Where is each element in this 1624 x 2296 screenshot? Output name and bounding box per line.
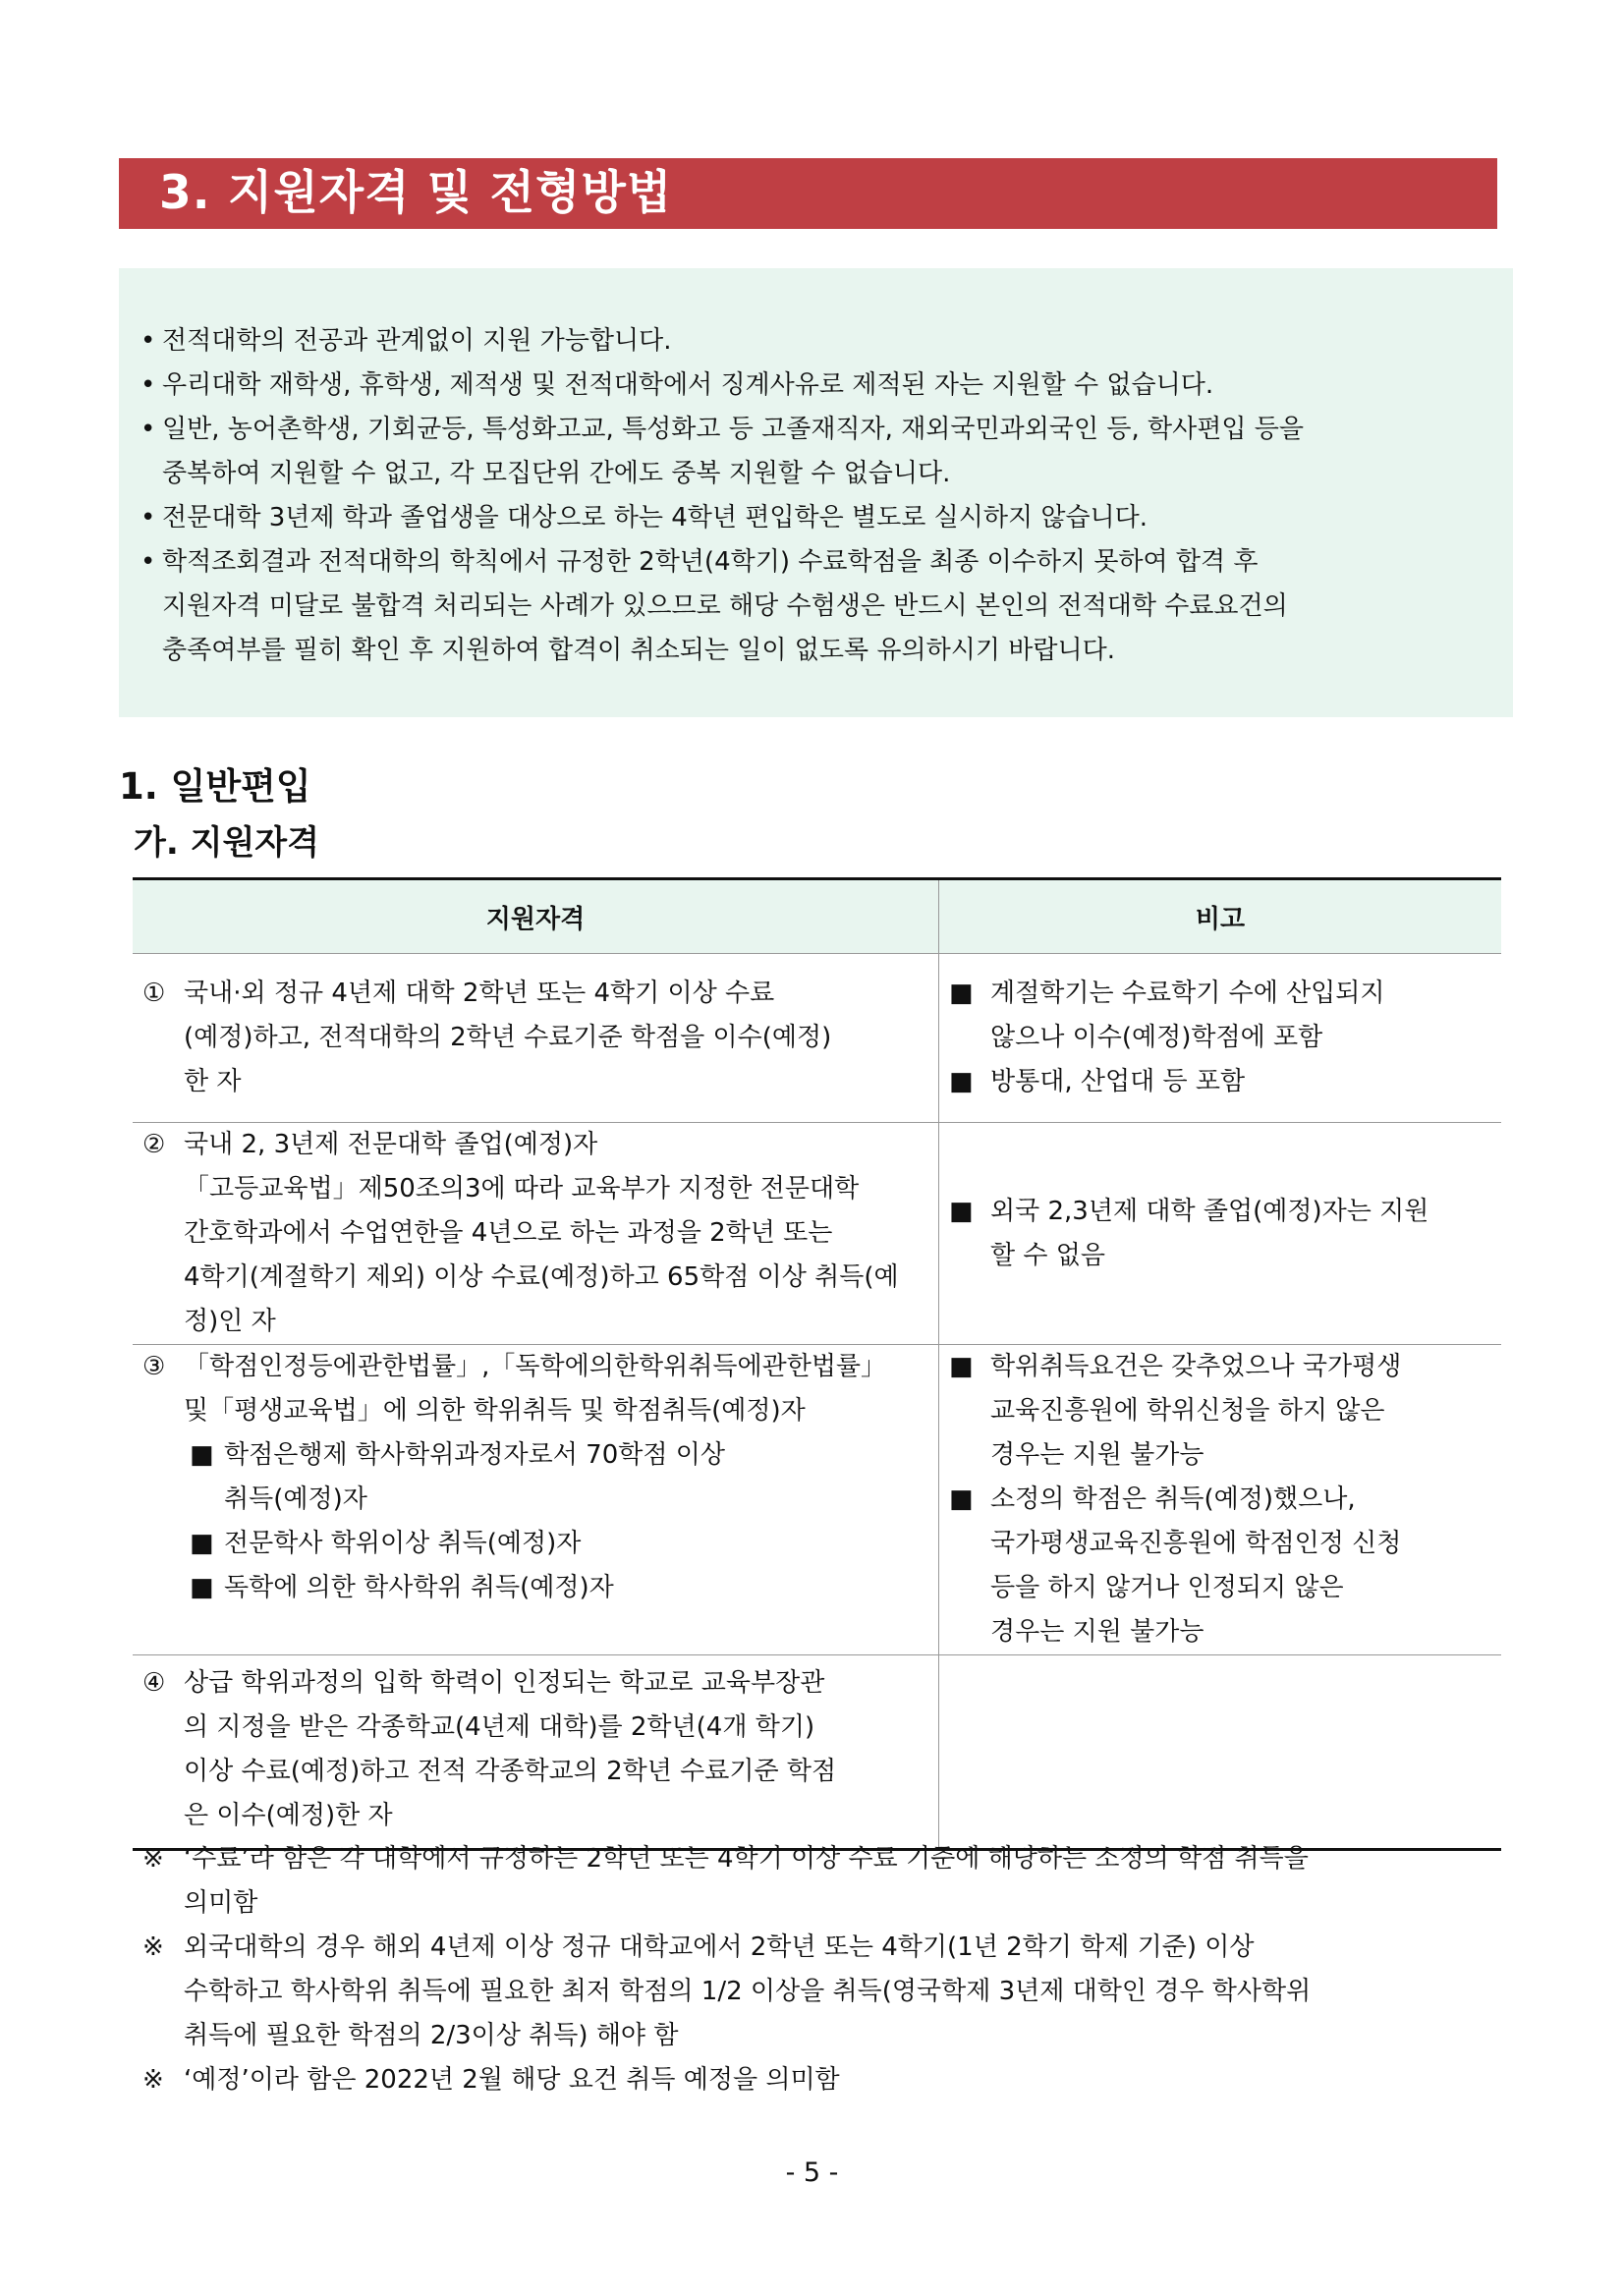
- text-line: 4학기(계절학기 제외) 이상 수료(예정)하고 65학점 이상 취득(예정)인 자: [184, 1262, 899, 1336]
- header-remarks: 비고: [939, 879, 1502, 954]
- notice-box: [119, 268, 1513, 717]
- remarks-cell: [939, 954, 1502, 1123]
- remark-item: [949, 1478, 1478, 1654]
- text-line: ‘수료’라 함은 각 대학에서 규정하는 2학년 또는 4학기 이상 수료 기준에 해당하는 소정의 학점 취득을: [184, 1844, 1309, 1874]
- table-row: [133, 1655, 1501, 1850]
- footnote: [142, 1926, 1518, 2058]
- text-line: 외국대학의 경우 해외 4년제 이상 정규 대학교에서 2학년 또는 4학기(1년 2학기 학제 기준) 이상: [184, 1932, 1255, 1962]
- qualification-item: [142, 1661, 932, 1838]
- text-line: 상급 학위과정의 입학 학력이 인정되는 학교로 교육부장관: [184, 1668, 825, 1698]
- qualification-cell: [133, 954, 939, 1123]
- text-line: ‘예정’이라 함은 2022년 2월 해당 요건 취득 예정을 의미함: [184, 2065, 840, 2095]
- table-row: [133, 954, 1501, 1123]
- reference-mark: ※: [142, 1844, 164, 1874]
- text-line: 은 이수(예정)한 자: [184, 1801, 393, 1830]
- text-line: 중복하여 지원할 수 없고, 각 모집단위 간에도 중복 지원할 수 없습니다.: [162, 459, 951, 488]
- qualification-table: [133, 877, 1501, 1851]
- remark-item: [949, 972, 1478, 1060]
- text-line: 의 지정을 받은 각종학교(4년제 대학)를 2학년(4개 학기): [184, 1712, 815, 1742]
- text-line: 계절학기는 수료학기 수에 산입되지: [990, 979, 1385, 1008]
- text-line: 등을 하지 않거나 인정되지 않은: [990, 1573, 1344, 1602]
- reference-mark: ※: [142, 1932, 164, 1962]
- remark-item: [949, 1190, 1478, 1278]
- text-line: 국내 2, 3년제 전문대학 졸업(예정)자: [184, 1130, 598, 1159]
- text-line: 학적조회결과 전적대학의 학칙에서 규정한 2학년(4학기) 수료학점을 최종 이수하지 못하여 합격 후: [162, 547, 1259, 577]
- remarks-cell: [939, 1345, 1502, 1655]
- text-line: 충족여부를 필히 확인 후 지원하여 합격이 취소되는 일이 없도록 유의하시기 바랍니다.: [162, 636, 1115, 665]
- qualification-cell: [133, 1655, 939, 1850]
- remarks-cell: [939, 1123, 1502, 1345]
- text-line: 소정의 학점은 취득(예정)했으나,: [990, 1484, 1356, 1514]
- notice-list: [131, 319, 1468, 673]
- notice-item: [131, 496, 1468, 540]
- square-bullet-icon: ■: [949, 1352, 974, 1381]
- notice-item: [131, 408, 1468, 496]
- text-line: 국가평생교육진흥원에 학점인정 신청: [990, 1529, 1402, 1558]
- square-bullet-icon: ■: [949, 1196, 974, 1226]
- square-bullet-icon: ■: [190, 1573, 214, 1602]
- reference-mark: ※: [142, 2065, 164, 2095]
- text-line: 독학에 의한 학사학위 취득(예정)자: [224, 1573, 614, 1602]
- notice-item: [131, 540, 1468, 673]
- text-line: 취득(예정)자: [224, 1484, 367, 1514]
- text-line: 않으나 이수(예정)학점에 포함: [990, 1023, 1323, 1052]
- text-line: 「학점인정등에관한법률」,「독학에의한학위취득에관한법률」: [184, 1352, 887, 1381]
- bullet-glyph: •: [140, 370, 156, 400]
- notice-item: [131, 319, 1468, 364]
- sub-item: [142, 1433, 932, 1522]
- table-row: [133, 1345, 1501, 1655]
- item-number: ①: [142, 979, 166, 1008]
- notice-item: [131, 364, 1468, 408]
- square-bullet-icon: ■: [949, 1067, 974, 1096]
- text-line: 학점은행제 학사학위과정자로서 70학점 이상: [224, 1440, 725, 1470]
- footnote: [142, 2058, 1518, 2102]
- text-line: 한 자: [184, 1067, 242, 1096]
- text-line: 방통대, 산업대 등 포함: [990, 1067, 1246, 1096]
- text-line: 「고등교육법」제50조의3에 따라 교육부가 지정한 전문대학: [184, 1174, 860, 1204]
- bullet-glyph: •: [140, 547, 156, 577]
- text-line: 할 수 없음: [990, 1240, 1105, 1270]
- qualification-item: [142, 1345, 932, 1433]
- qualification-item: [142, 1123, 932, 1344]
- text-line: 국내·외 정규 4년제 대학 2학년 또는 4학기 이상 수료: [184, 979, 775, 1008]
- item-number: ③: [142, 1352, 166, 1381]
- remark-item: [949, 1060, 1478, 1104]
- section-title-banner: 3. 지원자격 및 전형방법: [119, 158, 1497, 229]
- text-line: 간호학과에서 수업연한을 4년으로 하는 과정을 2학년 또는: [184, 1218, 833, 1248]
- sub-item: [142, 1522, 932, 1566]
- text-line: 일반, 농어촌학생, 기회균등, 특성화고교, 특성화고 등 고졸재직자, 재외국민과외국인 등, 학사편입 등을: [162, 415, 1304, 444]
- bullet-glyph: •: [140, 503, 156, 532]
- text-line: 의미함: [184, 1888, 258, 1918]
- text-line: 지원자격 미달로 불합격 처리되는 사례가 있으므로 해당 수험생은 반드시 본인의 전적대학 수료요건의: [162, 591, 1288, 621]
- square-bullet-icon: ■: [190, 1529, 214, 1558]
- text-line: 전문대학 3년제 학과 졸업생을 대상으로 하는 4학년 편입학은 별도로 실시하지 않습니다.: [162, 503, 1148, 532]
- remarks-cell: [939, 1655, 1502, 1850]
- bullet-glyph: •: [140, 326, 156, 356]
- text-line: 취득에 필요한 학점의 2/3이상 취득) 해야 함: [184, 2021, 679, 2050]
- text-line: 경우는 지원 불가능: [990, 1440, 1204, 1470]
- text-line: (예정)하고, 전적대학의 2학년 수료기준 학점을 이수(예정): [184, 1023, 832, 1052]
- text-line: 교육진흥원에 학위신청을 하지 않은: [990, 1396, 1385, 1426]
- square-bullet-icon: ■: [949, 1484, 974, 1514]
- heading-qualification: 가. 지원자격: [134, 823, 319, 863]
- text-line: 이상 수료(예정)하고 전적 각종학교의 2학년 수료기준 학점: [184, 1757, 837, 1786]
- header-qualification: 지원자격: [133, 879, 939, 954]
- remark-item: [949, 1345, 1478, 1478]
- text-line: 전문학사 학위이상 취득(예정)자: [224, 1529, 582, 1558]
- text-line: 우리대학 재학생, 휴학생, 제적생 및 전적대학에서 징계사유로 제적된 자는 지원할 수 없습니다.: [162, 370, 1214, 400]
- footnotes: [142, 1837, 1518, 2102]
- qualification-cell: [133, 1345, 939, 1655]
- table-row: [133, 1123, 1501, 1345]
- item-number: ②: [142, 1130, 166, 1159]
- square-bullet-icon: ■: [190, 1440, 214, 1470]
- square-bullet-icon: ■: [949, 979, 974, 1008]
- table-header-row: [133, 879, 1501, 954]
- text-line: 수학하고 학사학위 취득에 필요한 최저 학점의 1/2 이상을 취득(영국학제 3년제 대학인 경우 학사학위: [184, 1977, 1312, 2006]
- sub-item: [142, 1566, 932, 1610]
- text-line: 및「평생교육법」에 의한 학위취득 및 학점취득(예정)자: [184, 1396, 806, 1426]
- text-line: 학위취득요건은 갖추었으나 국가평생: [990, 1352, 1402, 1381]
- heading-general-transfer: 1. 일반편입: [119, 765, 311, 808]
- item-number: ④: [142, 1668, 166, 1698]
- bullet-glyph: •: [140, 415, 156, 444]
- text-line: 외국 2,3년제 대학 졸업(예정)자는 지원: [990, 1196, 1429, 1226]
- qualification-item: [142, 972, 932, 1104]
- qualification-cell: [133, 1123, 939, 1345]
- footnote: [142, 1837, 1518, 1926]
- page-number: - 5 -: [785, 2157, 839, 2188]
- text-line: 경우는 지원 불가능: [990, 1617, 1204, 1647]
- text-line: 전적대학의 전공과 관계없이 지원 가능합니다.: [162, 326, 672, 356]
